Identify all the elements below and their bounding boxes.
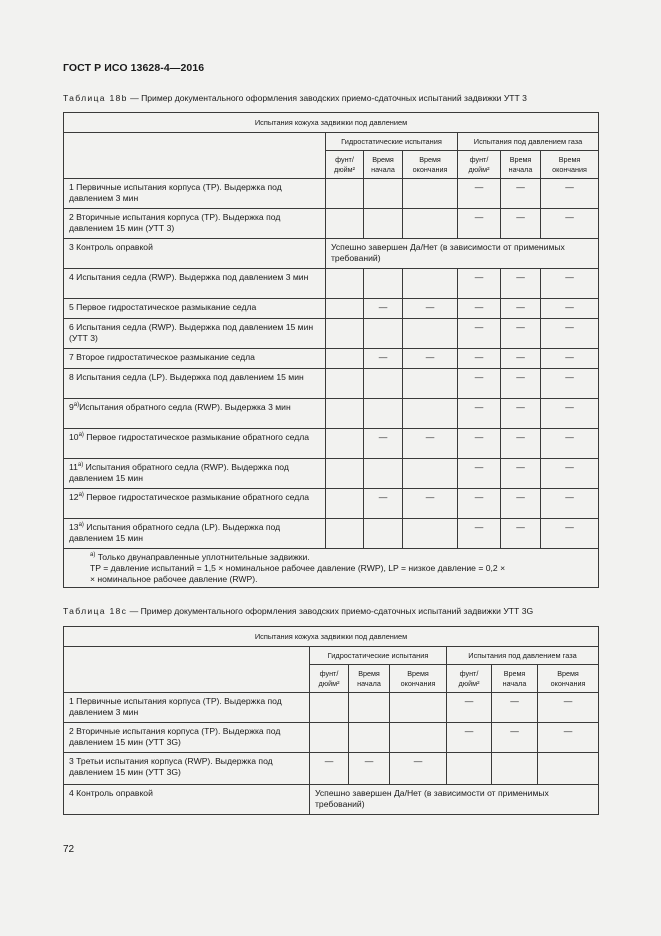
table-cell: — [541,519,599,549]
group-gas-header: Испытания под давлением газа [458,133,599,151]
table-cell: — [447,723,492,753]
table-cell [310,693,349,723]
sub-header-cell [501,151,541,179]
table-cell: — [541,369,599,399]
row-label [64,693,310,723]
table-cell: — [458,209,501,239]
table-cell: — [403,349,458,369]
table-row [64,239,599,269]
table-cell [364,459,403,489]
table-18b [63,112,599,588]
sub-header-line: начала [508,164,533,174]
table-cell: — [501,519,541,549]
row-label [64,299,326,319]
table-cell [364,399,403,429]
table-row [64,179,599,209]
table-cell [326,349,364,369]
table-cell: — [501,209,541,239]
table-cell: — [458,349,501,369]
row-label [64,349,326,369]
header-row [64,113,599,133]
table-cell [326,209,364,239]
row-label-text: Первое гидростатическое размыкание обратного седла [83,492,310,502]
table-cell [403,319,458,349]
sub-header-line: Время [358,669,380,678]
merged-result-cell: Успешно завершен Да/Нет (в зависимости от применимых требований) [326,239,599,269]
table-cell [403,179,458,209]
table-cell: — [447,693,492,723]
row-label-text: 2 Вторичные испытания корпуса (TP). Выдержка под давлением 15 мин (УТТ 3) [69,212,281,233]
table-row [64,399,599,429]
row-label [64,239,326,269]
table-cell [403,209,458,239]
footnote-ref: а) [78,492,84,499]
table-cell [403,459,458,489]
table-cell [326,369,364,399]
sub-header-line: окончания [552,164,587,174]
group-hydro-header: Гидростатические испытания [326,133,458,151]
row-label-text: Испытания обратного седла (LP). Выдержка под давлением 15 мин [69,522,281,543]
table-cell [403,399,458,429]
caption-text: — Пример документального оформления заводских приемо-сдаточных испытаний задвижки УТТ 3 [127,93,527,103]
table-row [64,723,599,753]
sub-header-cell [447,665,492,693]
table-18c [63,626,599,815]
sub-header-cell [538,665,599,693]
table-row [64,489,599,519]
group-header-row [64,133,599,151]
header-row [64,627,599,647]
row-label [64,369,326,399]
table-cell: — [541,459,599,489]
table-cell [349,693,390,723]
row-number: 13 [69,522,79,532]
table-cell: — [458,489,501,519]
row-label-text: 8 Испытания седла (LP). Выдержка под давлением 15 мин [69,372,304,382]
table-row [64,753,599,785]
sub-header-cell [310,665,349,693]
table-cell: — [403,429,458,459]
row-label [64,319,326,349]
row-label [64,179,326,209]
table-row [64,785,599,815]
row-label [64,753,310,785]
footnote-text: Только двунаправленные уплотнительные задвижки. [95,552,310,562]
row-label [64,209,326,239]
table-cell [364,369,403,399]
sub-header-line: окончания [412,164,448,174]
table-footnote [64,549,599,588]
sub-header-cell [364,151,403,179]
table-18c-caption [63,606,533,616]
document-header: ГОСТ Р ИСО 13628-4—2016 [63,62,205,74]
row-label-text: 1 Первичные испытания корпуса (TP). Выдержка под давлением 3 мин [69,182,282,203]
footnote-ref: а) [73,402,80,409]
table-cell [326,179,364,209]
table-cell [447,753,492,785]
sub-header-line: дюйм² [458,678,480,688]
table-row [64,349,599,369]
table-cell: — [501,399,541,429]
row-label-text: 6 Испытания седла (RWP). Выдержка под давлением 15 мин (УТТ 3) [69,322,314,343]
table-cell: — [458,319,501,349]
sub-header-cell [458,151,501,179]
table-cell: — [501,179,541,209]
row-label-text: 4 Испытания седла (RWP). Выдержка под давлением 3 мин [69,272,309,282]
footnote-text: × номинальное рабочее давление (RWP). [90,574,258,584]
row-label [64,399,326,429]
table-cell: — [541,349,599,369]
table-cell [326,489,364,519]
table-cell [403,519,458,549]
table-cell: — [390,753,447,785]
table-cell: — [458,459,501,489]
sub-header-line: фунт/ [469,155,489,164]
row-label-text: 5 Первое гидростатическое размыкание седла [69,302,257,312]
header-empty-cell [64,647,310,693]
sub-header-line: Время [558,155,581,164]
sub-header-line: окончания [550,678,586,688]
sub-header-line: начала [357,678,381,688]
table-cell: — [458,369,501,399]
sub-header-line: начала [502,678,527,688]
table-cell [349,723,390,753]
table-cell [492,753,538,785]
table-cell [326,269,364,299]
sub-header-line: дюйм² [318,678,340,688]
table-cell: — [541,179,599,209]
row-label [64,785,310,815]
row-number: 12 [69,492,79,502]
table-cell: — [501,299,541,319]
caption-label: Таблица 18b [63,93,128,103]
footnote-line [90,563,594,574]
sub-header-line: Время [557,669,579,678]
table-cell: — [501,459,541,489]
table-cell: — [364,299,403,319]
sub-header-cell [541,151,599,179]
table-cell: — [541,489,599,519]
sub-header-line: окончания [400,678,436,688]
table-cell [390,723,447,753]
caption-text: — Пример документального оформления заводских приемо-сдаточных испытаний задвижки УТТ 3G [127,606,534,616]
sub-header-cell [326,151,364,179]
sub-header-line: Время [509,155,532,164]
group-gas-header: Испытания под давлением газа [447,647,599,665]
row-label [64,723,310,753]
table-row [64,299,599,319]
table-cell: — [364,429,403,459]
table-cell [326,399,364,429]
sub-header-cell [390,665,447,693]
table-cell [538,753,599,785]
table-cell: — [403,299,458,319]
table-row [64,369,599,399]
table-cell: — [501,269,541,299]
row-label-text: 4 Контроль оправкой [69,788,153,798]
sub-header-line: фунт/ [459,669,479,678]
table-cell: — [458,519,501,549]
footnote-mark: а) [90,552,96,559]
table-cell: — [364,489,403,519]
row-label [64,459,326,489]
table-row [64,319,599,349]
top-header: Испытания кожуха задвижки под давлением [64,627,599,647]
table-cell: — [538,723,599,753]
table-cell [403,269,458,299]
table-cell: — [403,489,458,519]
footnote-ref: а) [78,522,84,529]
sub-header-line: Время [372,155,394,164]
row-number: 11 [69,462,78,472]
table-cell [403,369,458,399]
table-cell [364,519,403,549]
table-cell: — [349,753,390,785]
row-label-text: Испытания обратного седла (RWP). Выдержка 3 мин [79,402,291,412]
table-cell: — [458,299,501,319]
footnote-ref: а) [78,432,84,439]
table-cell: — [310,753,349,785]
group-hydro-header: Гидростатические испытания [310,647,447,665]
table-cell: — [501,369,541,399]
table-cell [364,269,403,299]
sub-header-cell [403,151,458,179]
table-cell [364,209,403,239]
table-cell: — [492,693,538,723]
sub-header-line: фунт/ [319,669,339,678]
table-cell: — [458,399,501,429]
table-cell: — [501,429,541,459]
sub-header-line: фунт/ [335,155,354,164]
sub-header-line: Время [419,155,441,164]
table-row [64,269,599,299]
row-label [64,519,326,549]
row-label-text: 1 Первичные испытания корпуса (TP). Выдержка под давлением 3 мин [69,696,282,717]
top-header: Испытания кожуха задвижки под давлением [64,113,599,133]
row-label [64,489,326,519]
row-label-text: 2 Вторичные испытания корпуса (TP). Выдержка под давлением 15 мин (УТТ 3G) [69,726,281,747]
page-number: 72 [63,844,75,855]
table-cell: — [501,349,541,369]
table-cell: — [541,429,599,459]
row-label [64,269,326,299]
table-cell: — [501,319,541,349]
table-row [64,519,599,549]
table-cell [326,299,364,319]
sub-header-line: Время [407,669,429,678]
table-cell [326,519,364,549]
table-cell: — [541,399,599,429]
sub-header-cell [492,665,538,693]
table-cell: — [541,209,599,239]
table-cell [310,723,349,753]
row-label-text: 3 Третьи испытания корпуса (RWP). Выдержка под давлением 15 мин (УТТ 3G) [69,756,273,777]
row-number: 10 [69,432,79,442]
sub-header-line: Время [503,669,526,678]
table-row [64,693,599,723]
table-cell: — [364,349,403,369]
sub-header-line: дюйм² [468,164,490,174]
table-cell: — [538,693,599,723]
table-cell: — [541,299,599,319]
table-cell: — [501,489,541,519]
table-cell [390,693,447,723]
table-cell: — [458,269,501,299]
table-18c-body [64,627,599,815]
merged-result-cell: Успешно завершен Да/Нет (в зависимости от применимых требований) [310,785,599,815]
footnote-ref: а) [77,462,84,469]
table-cell: — [541,269,599,299]
table-18b-body [64,113,599,588]
table-row [64,459,599,489]
sub-header-line: дюйм² [334,164,355,174]
row-label [64,429,326,459]
row-label-text: 3 Контроль оправкой [69,242,153,252]
table-cell [326,459,364,489]
row-label-text: Испытания обратного седла (RWP). Выдержка под давлением 15 мин [69,462,289,483]
header-empty-cell [64,133,326,179]
caption-label: Таблица 18с [63,606,128,616]
footnote-line [90,552,594,563]
table-cell: — [492,723,538,753]
table-row [64,209,599,239]
group-header-row [64,647,599,665]
footnote-line [90,574,594,585]
footnote-row [64,549,599,588]
table-cell [364,319,403,349]
table-cell: — [458,429,501,459]
table-cell [326,319,364,349]
table-cell [326,429,364,459]
sub-header-cell [349,665,390,693]
table-cell: — [458,179,501,209]
table-18b-caption [63,93,527,103]
table-row [64,429,599,459]
footnote-text: TP = давление испытаний = 1,5 × номинальное рабочее давление (RWP), LP = низкое давление = 0,2 × [90,563,506,573]
table-cell [364,179,403,209]
table-cell: — [541,319,599,349]
row-number: 9 [69,402,74,412]
row-label-text: Первое гидростатическое размыкание обратного седла [83,432,310,442]
row-label-text: 7 Второе гидростатическое размыкание седла [69,352,255,362]
sub-header-line: начала [371,164,395,174]
